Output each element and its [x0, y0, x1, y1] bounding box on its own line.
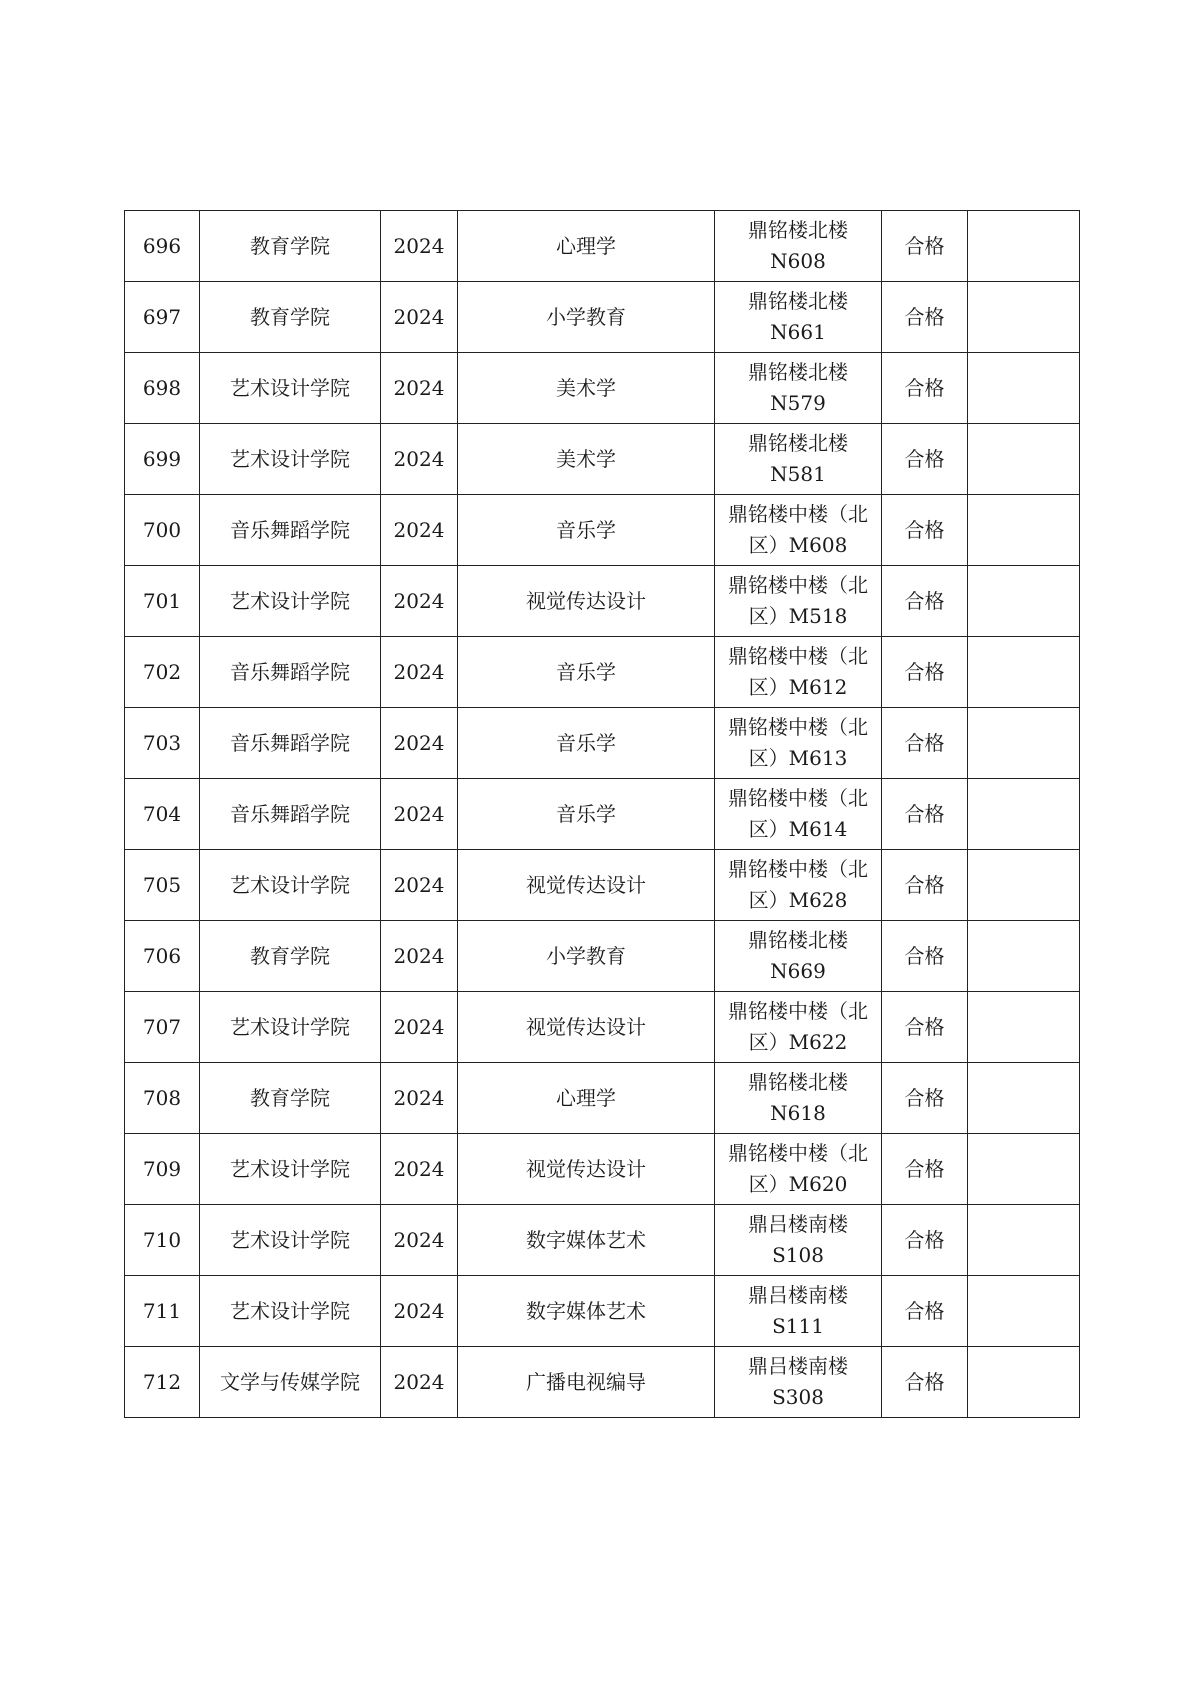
cell-number: 705: [125, 850, 200, 921]
table-body: [125, 211, 1080, 1418]
cell-number: 697: [125, 282, 200, 353]
cell-college: 艺术设计学院: [200, 424, 381, 495]
cell-college: 音乐舞蹈学院: [200, 779, 381, 850]
cell-year: 2024: [381, 424, 458, 495]
cell-location: [715, 708, 882, 779]
cell-result: 合格: [882, 1134, 968, 1205]
cell-location: [715, 495, 882, 566]
cell-note: [968, 1347, 1080, 1418]
location-building: 鼎吕楼南楼: [748, 1354, 848, 1378]
location-room: S108: [772, 1243, 824, 1267]
location-building: 鼎铭楼北楼: [748, 431, 848, 455]
location-building: 鼎铭楼中楼（北: [728, 644, 868, 668]
cell-location: [715, 1205, 882, 1276]
cell-result: 合格: [882, 282, 968, 353]
cell-college: 文学与传媒学院: [200, 1347, 381, 1418]
cell-number: 706: [125, 921, 200, 992]
cell-college: 教育学院: [200, 1063, 381, 1134]
cell-college: 艺术设计学院: [200, 1276, 381, 1347]
cell-number: 704: [125, 779, 200, 850]
location-room: S111: [772, 1314, 824, 1338]
cell-number: 698: [125, 353, 200, 424]
table-row: [125, 1134, 1080, 1205]
location-room: N581: [770, 462, 826, 486]
cell-number: 707: [125, 992, 200, 1063]
cell-result: 合格: [882, 353, 968, 424]
table-row: [125, 1276, 1080, 1347]
cell-note: [968, 1063, 1080, 1134]
cell-note: [968, 850, 1080, 921]
inspection-table: [124, 210, 1080, 1418]
location-room: 区）M614: [748, 817, 848, 841]
location-building: 鼎铭楼北楼: [748, 289, 848, 313]
cell-major: 心理学: [458, 1063, 715, 1134]
location-room: 区）M518: [748, 604, 848, 628]
location-room: N661: [770, 320, 826, 344]
cell-major: 视觉传达设计: [458, 850, 715, 921]
cell-location: [715, 566, 882, 637]
cell-year: 2024: [381, 211, 458, 282]
location-room: N618: [770, 1101, 826, 1125]
cell-major: 数字媒体艺术: [458, 1276, 715, 1347]
location-room: 区）M622: [748, 1030, 848, 1054]
cell-note: [968, 566, 1080, 637]
cell-year: 2024: [381, 1063, 458, 1134]
cell-location: [715, 353, 882, 424]
table-row: [125, 779, 1080, 850]
cell-college: 音乐舞蹈学院: [200, 495, 381, 566]
table-row: [125, 211, 1080, 282]
cell-note: [968, 282, 1080, 353]
cell-result: 合格: [882, 495, 968, 566]
cell-location: [715, 1063, 882, 1134]
cell-year: 2024: [381, 850, 458, 921]
cell-college: 艺术设计学院: [200, 566, 381, 637]
cell-result: 合格: [882, 779, 968, 850]
location-building: 鼎铭楼中楼（北: [728, 715, 868, 739]
cell-year: 2024: [381, 779, 458, 850]
cell-note: [968, 211, 1080, 282]
table-row: [125, 282, 1080, 353]
location-room: 区）M608: [748, 533, 848, 557]
location-room: N579: [770, 391, 826, 415]
cell-college: 艺术设计学院: [200, 353, 381, 424]
location-room: 区）M620: [748, 1172, 848, 1196]
cell-note: [968, 779, 1080, 850]
cell-location: [715, 1347, 882, 1418]
cell-major: 音乐学: [458, 779, 715, 850]
cell-location: [715, 1134, 882, 1205]
location-building: 鼎铭楼中楼（北: [728, 573, 868, 597]
table-row: [125, 424, 1080, 495]
table-row: [125, 566, 1080, 637]
cell-year: 2024: [381, 1276, 458, 1347]
cell-major: 美术学: [458, 424, 715, 495]
cell-result: 合格: [882, 921, 968, 992]
cell-result: 合格: [882, 1347, 968, 1418]
cell-number: 702: [125, 637, 200, 708]
cell-note: [968, 1205, 1080, 1276]
cell-note: [968, 637, 1080, 708]
cell-note: [968, 992, 1080, 1063]
location-building: 鼎铭楼中楼（北: [728, 786, 868, 810]
cell-college: 教育学院: [200, 282, 381, 353]
cell-major: 广播电视编导: [458, 1347, 715, 1418]
cell-major: 视觉传达设计: [458, 566, 715, 637]
cell-year: 2024: [381, 992, 458, 1063]
cell-major: 小学教育: [458, 282, 715, 353]
cell-college: 教育学院: [200, 211, 381, 282]
cell-number: 708: [125, 1063, 200, 1134]
cell-major: 心理学: [458, 211, 715, 282]
table-row: [125, 1347, 1080, 1418]
cell-result: 合格: [882, 850, 968, 921]
cell-number: 709: [125, 1134, 200, 1205]
cell-college: 艺术设计学院: [200, 1134, 381, 1205]
cell-location: [715, 211, 882, 282]
location-building: 鼎铭楼中楼（北: [728, 999, 868, 1023]
cell-college: 音乐舞蹈学院: [200, 637, 381, 708]
cell-year: 2024: [381, 1347, 458, 1418]
cell-result: 合格: [882, 424, 968, 495]
cell-college: 艺术设计学院: [200, 992, 381, 1063]
cell-number: 710: [125, 1205, 200, 1276]
cell-number: 712: [125, 1347, 200, 1418]
cell-major: 美术学: [458, 353, 715, 424]
cell-number: 703: [125, 708, 200, 779]
table-row: [125, 921, 1080, 992]
cell-major: 音乐学: [458, 495, 715, 566]
cell-year: 2024: [381, 1134, 458, 1205]
cell-year: 2024: [381, 566, 458, 637]
table-row: [125, 850, 1080, 921]
cell-location: [715, 921, 882, 992]
cell-result: 合格: [882, 992, 968, 1063]
cell-college: 教育学院: [200, 921, 381, 992]
cell-result: 合格: [882, 211, 968, 282]
cell-major: 音乐学: [458, 708, 715, 779]
cell-location: [715, 1276, 882, 1347]
cell-location: [715, 850, 882, 921]
cell-location: [715, 282, 882, 353]
location-room: N608: [770, 249, 826, 273]
location-room: 区）M612: [748, 675, 848, 699]
cell-note: [968, 1276, 1080, 1347]
location-building: 鼎铭楼北楼: [748, 218, 848, 242]
location-building: 鼎铭楼中楼（北: [728, 857, 868, 881]
cell-number: 696: [125, 211, 200, 282]
cell-major: 小学教育: [458, 921, 715, 992]
cell-year: 2024: [381, 921, 458, 992]
cell-location: [715, 424, 882, 495]
cell-year: 2024: [381, 1205, 458, 1276]
table-row: [125, 495, 1080, 566]
cell-year: 2024: [381, 353, 458, 424]
cell-major: 音乐学: [458, 637, 715, 708]
cell-result: 合格: [882, 566, 968, 637]
cell-result: 合格: [882, 1063, 968, 1134]
location-room: S308: [772, 1385, 824, 1409]
table-row: [125, 637, 1080, 708]
cell-year: 2024: [381, 637, 458, 708]
cell-note: [968, 495, 1080, 566]
location-room: 区）M628: [748, 888, 848, 912]
cell-result: 合格: [882, 708, 968, 779]
location-building: 鼎铭楼北楼: [748, 928, 848, 952]
cell-result: 合格: [882, 1205, 968, 1276]
location-building: 鼎吕楼南楼: [748, 1212, 848, 1236]
cell-note: [968, 353, 1080, 424]
cell-number: 699: [125, 424, 200, 495]
table-row: [125, 708, 1080, 779]
cell-location: [715, 992, 882, 1063]
cell-college: 音乐舞蹈学院: [200, 708, 381, 779]
cell-note: [968, 424, 1080, 495]
location-building: 鼎铭楼中楼（北: [728, 1141, 868, 1165]
location-room: 区）M613: [748, 746, 848, 770]
cell-major: 视觉传达设计: [458, 1134, 715, 1205]
location-building: 鼎吕楼南楼: [748, 1283, 848, 1307]
cell-note: [968, 708, 1080, 779]
table-row: [125, 1063, 1080, 1134]
location-building: 鼎铭楼北楼: [748, 360, 848, 384]
cell-number: 701: [125, 566, 200, 637]
location-room: N669: [770, 959, 826, 983]
cell-location: [715, 779, 882, 850]
table-row: [125, 353, 1080, 424]
cell-major: 数字媒体艺术: [458, 1205, 715, 1276]
cell-location: [715, 637, 882, 708]
cell-number: 700: [125, 495, 200, 566]
cell-result: 合格: [882, 637, 968, 708]
cell-year: 2024: [381, 495, 458, 566]
cell-college: 艺术设计学院: [200, 850, 381, 921]
cell-year: 2024: [381, 708, 458, 779]
cell-college: 艺术设计学院: [200, 1205, 381, 1276]
location-building: 鼎铭楼北楼: [748, 1070, 848, 1094]
cell-year: 2024: [381, 282, 458, 353]
cell-major: 视觉传达设计: [458, 992, 715, 1063]
location-building: 鼎铭楼中楼（北: [728, 502, 868, 526]
table-row: [125, 992, 1080, 1063]
table-row: [125, 1205, 1080, 1276]
cell-note: [968, 921, 1080, 992]
cell-result: 合格: [882, 1276, 968, 1347]
cell-note: [968, 1134, 1080, 1205]
cell-number: 711: [125, 1276, 200, 1347]
